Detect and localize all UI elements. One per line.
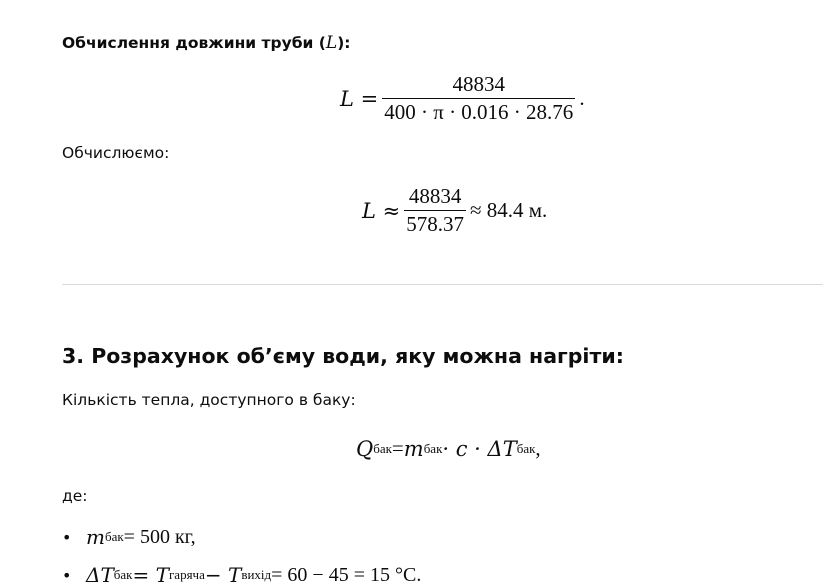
bullet-icon: • [62,527,72,547]
eq2-denominator: 578.37 [406,212,464,236]
bullet2-mid2: − T [204,563,242,587]
bullet2-sub3: вихід [241,567,272,582]
equation-heat [356,436,541,461]
equation-length-result [362,184,547,237]
bullet2-mid1: = T [132,563,169,587]
eq2-rhs: ≈ 84.4 м. [469,198,548,222]
bullet-icon: • [62,565,72,585]
eq3-tail: , [535,436,541,460]
heading-var: L [325,33,338,53]
eq3-Q-sub: бак [373,440,392,456]
eq1-denominator: 400 · π · 0.016 · 28.76 [384,100,574,124]
eq1-numerator: 48834 [452,72,506,96]
bullet1-sym: m [86,525,105,549]
bullet2-text: = 60 − 45 = 15 °C. [271,563,422,586]
compute-label: Обчислюємо: [62,144,170,162]
eq3-m-sub: бак [423,440,443,456]
bullet1-sub: бак [104,529,124,544]
eq1-lhs: L = [340,86,379,111]
bullet1-text: = 500 кг, [123,525,196,548]
list-item [62,525,196,549]
eq1-tail: . [579,86,585,110]
eq1-fraction [382,72,575,125]
pipe-length-heading [62,33,351,53]
list-item [62,563,421,587]
where-label: де: [62,487,88,505]
eq2-lhs: L ≈ [362,198,401,223]
eq3-m: m [403,436,424,461]
section-divider [62,284,823,285]
eq2-numerator: 48834 [408,184,462,208]
heading-prefix: Обчислення довжини труби ( [62,34,326,52]
eq3-eq: = [391,436,404,460]
eq3-T-sub: бак [516,440,536,456]
equation-length-formula [340,72,585,125]
eq2-fraction [404,184,466,237]
bullet2-sub2: гаряча [168,567,205,582]
bullet2-sub: бак [113,567,133,582]
eq3-Q: Q [356,436,374,461]
eq3-rest: · c · ΔT [442,436,517,461]
section-title: 3. Розрахунок об’єму води, яку можна нагріти: [62,344,624,368]
bullet2-sym: ΔT [86,563,114,587]
heading-suffix: ): [337,34,351,52]
heat-label: Кількість тепла, доступного в баку: [62,391,356,409]
